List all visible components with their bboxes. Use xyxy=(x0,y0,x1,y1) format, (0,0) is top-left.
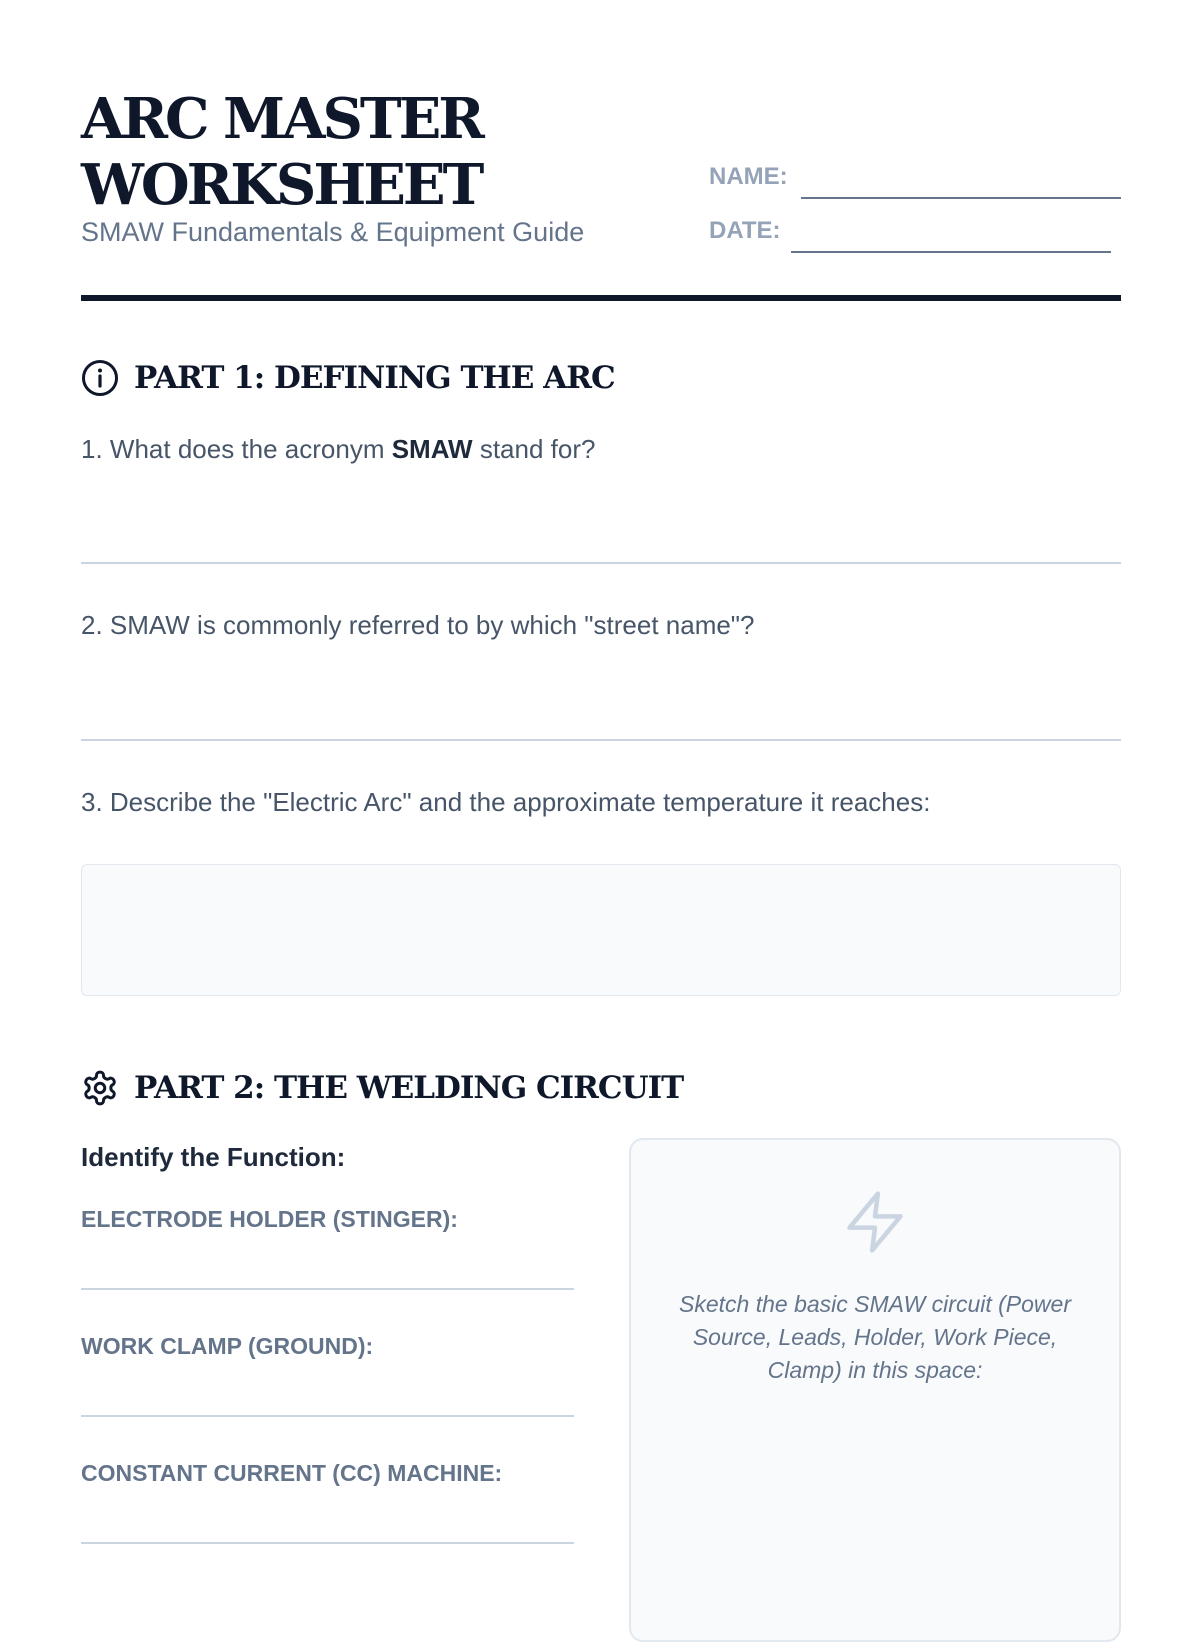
function-line-holder[interactable] xyxy=(81,1288,574,1290)
answer-line-1[interactable] xyxy=(81,562,1121,564)
worksheet-header xyxy=(81,86,1121,302)
gear-icon xyxy=(81,1069,119,1107)
question-1 xyxy=(81,434,595,465)
title-line-2: WORKSHEET xyxy=(81,152,482,218)
question-2: 2. SMAW is commonly referred to by which "street name"? xyxy=(81,610,755,640)
date-field[interactable] xyxy=(791,251,1111,253)
part1-heading xyxy=(81,358,615,398)
question-1-prefix: 1. What does the acronym xyxy=(81,434,392,464)
worksheet-subtitle: SMAW Fundamentals & Equipment Guide xyxy=(81,217,585,247)
date-label: DATE: xyxy=(709,217,781,244)
function-label-machine: CONSTANT CURRENT (CC) MACHINE: xyxy=(81,1460,503,1486)
lightning-bolt-icon xyxy=(841,1184,909,1260)
name-label: NAME: xyxy=(709,163,788,190)
identify-heading: Identify the Function: xyxy=(81,1142,346,1172)
worksheet-title xyxy=(81,86,482,218)
question-1-suffix: stand for? xyxy=(472,434,596,464)
answer-box-3[interactable] xyxy=(81,864,1121,996)
name-field[interactable] xyxy=(801,197,1121,199)
answer-line-2[interactable] xyxy=(81,739,1121,741)
info-icon xyxy=(81,359,119,397)
sketch-area[interactable] xyxy=(629,1138,1121,1642)
title-line-1: ARC MASTER xyxy=(81,86,482,152)
question-1-acronym: SMAW xyxy=(391,434,473,464)
part1-title: PART 1: DEFINING THE ARC xyxy=(134,360,615,396)
question-3: 3. Describe the "Electric Arc" and the approximate temperature it reaches: xyxy=(81,787,931,817)
function-line-machine[interactable] xyxy=(81,1542,574,1544)
part2-title: PART 2: THE WELDING CIRCUIT xyxy=(134,1070,684,1106)
function-label-clamp: WORK CLAMP (GROUND): xyxy=(81,1333,374,1359)
header-divider xyxy=(81,295,1121,301)
function-label-holder: ELECTRODE HOLDER (STINGER): xyxy=(81,1206,458,1232)
sketch-prompt: Sketch the basic SMAW circuit (Power Source, Leads, Holder, Work Piece, Clamp) in this space: xyxy=(679,1291,1071,1383)
part2-heading xyxy=(81,1068,683,1108)
function-line-clamp[interactable] xyxy=(81,1415,574,1417)
